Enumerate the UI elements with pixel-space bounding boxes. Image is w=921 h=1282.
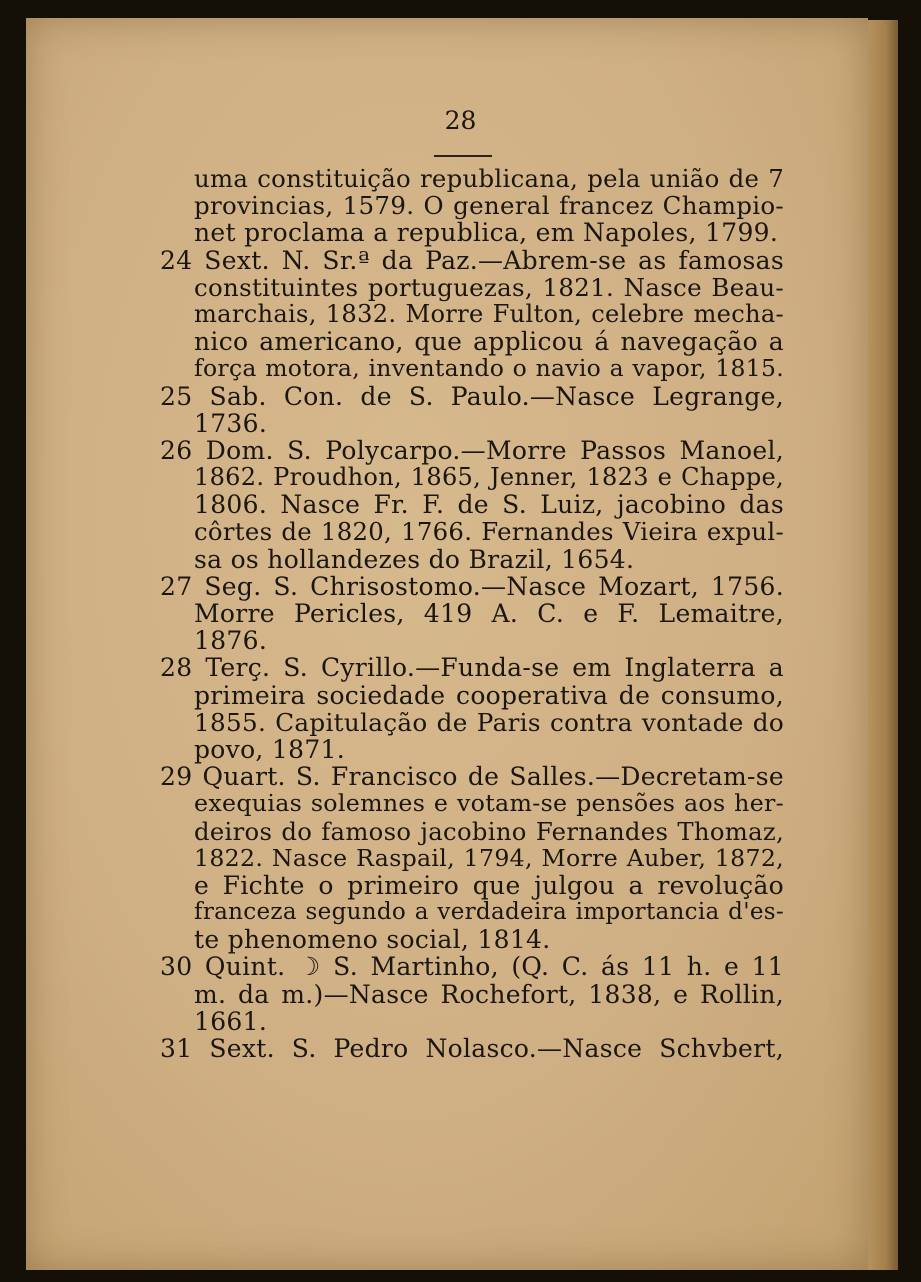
- text-line: 1736.: [194, 408, 268, 438]
- text-line: povo, 1871.: [194, 734, 345, 764]
- page-number: 28: [444, 106, 477, 135]
- text-line: 25 Sab. Con. de S. Paulo.—Nasce Legrange,: [160, 381, 784, 411]
- text-line: nico americano, que applicou á navegação a: [194, 327, 784, 357]
- calendar-text: [160, 165, 784, 1062]
- text-line: 28 Terç. S. Cyrillo.—Funda-se em Inglaterra a: [160, 653, 784, 683]
- text-line: 27 Seg. S. Chrisostomo.—Nasce Mozart, 1756.: [160, 571, 784, 601]
- text-line: uma constituição republicana, pela união de 7: [194, 164, 784, 193]
- text-line: provincias, 1579. O general francez Champio-: [194, 191, 784, 221]
- book-spine-edge: [868, 20, 898, 1270]
- text-line: constituintes portuguezas, 1821. Nasce Beau-: [194, 272, 784, 302]
- text-line: net proclama a republica, em Napoles, 1799.: [194, 218, 779, 248]
- text-line: 1862. Proudhon, 1865, Jenner, 1823 e Chappe,: [194, 463, 784, 492]
- header-rule: [434, 155, 492, 157]
- text-line: 29 Quart. S. Francisco de Salles.—Decretam-se: [160, 762, 784, 792]
- text-line: marchais, 1832. Morre Fulton, celebre mecha-: [194, 299, 784, 328]
- text-line: franceza segundo a verdadeira importancia d'es-: [194, 899, 784, 926]
- text-line: 1855. Capitulação de Paris contra vontade do: [194, 707, 784, 737]
- text-line: côrtes de 1820, 1766. Fernandes Vieira expul-: [194, 517, 784, 547]
- text-line: sa os hollandezes do Brazil, 1654.: [194, 544, 635, 574]
- text-line: 30 Quint. ☽ S. Martinho, (Q. C. ás 11 h. e 11: [160, 952, 784, 982]
- text-line: 31 Sext. S. Pedro Nolasco.—Nasce Schvbert,: [160, 1034, 784, 1063]
- text-line: deiros do famoso jacobino Fernandes Thomaz,: [194, 816, 784, 846]
- text-line: 1822. Nasce Raspail, 1794, Morre Auber, 1872,: [194, 843, 784, 872]
- text-line: força motora, inventando o navio a vapor, 1815.: [194, 354, 784, 383]
- text-line: 26 Dom. S. Polycarpo.—Morre Passos Manoel,: [160, 435, 784, 465]
- text-line: 1661.: [194, 1006, 268, 1036]
- text-line: e Fichte o primeiro que julgou a revolução: [194, 870, 784, 900]
- text-line: exequias solemnes e votam-se pensões aos her-: [194, 789, 784, 818]
- text-line: 24 Sext. N. Sr.ª da Paz.—Abrem-se as famosas: [160, 245, 784, 275]
- text-line: primeira sociedade cooperativa de consumo,: [194, 680, 784, 710]
- text-line: m. da m.)—Nasce Rochefort, 1838, e Rollin,: [194, 979, 784, 1009]
- text-line: 1806. Nasce Fr. F. de S. Luiz, jacobino das: [194, 490, 784, 520]
- text-line: Morre Pericles, 419 A. C. e F. Lemaitre,: [194, 599, 784, 628]
- text-line: te phenomeno social, 1814.: [194, 925, 551, 955]
- text-line: 1876.: [194, 626, 268, 656]
